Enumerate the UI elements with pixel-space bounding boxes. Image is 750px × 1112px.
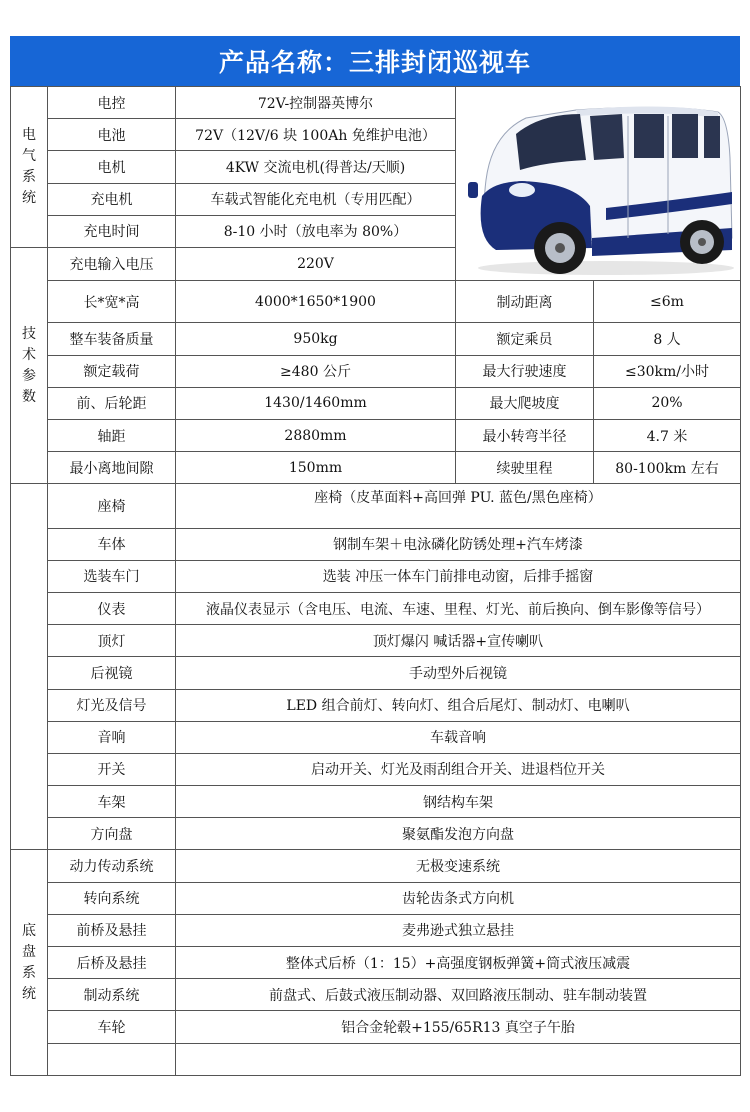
spec-value: 液晶仪表显示（含电压、电流、车速、里程、灯光、前后换向、倒车影像等信号） [176, 592, 741, 624]
spec-value: 4000*1650*1900 [176, 281, 456, 323]
spec-value: 手动型外后视镜 [176, 657, 741, 689]
table-row [11, 323, 741, 355]
spec-label: 充电时间 [48, 215, 176, 247]
spec-label: 最小转弯半径 [456, 419, 594, 451]
table-row [11, 281, 741, 323]
table-row [11, 87, 741, 119]
spec-value: 齿轮齿条式方向机 [176, 882, 741, 914]
spec-label: 车架 [48, 786, 176, 818]
spec-label: 额定乘员 [456, 323, 594, 355]
spec-value: 4.7 米 [594, 419, 741, 451]
spec-value: ≤30km/小时 [594, 355, 741, 387]
spec-label: 车轮 [48, 1011, 176, 1043]
spec-value: ≤6m [594, 281, 741, 323]
spec-label: 选装车门 [48, 560, 176, 592]
table-row [11, 882, 741, 914]
spec-value: 无极变速系统 [176, 850, 741, 882]
table-row [11, 721, 741, 753]
spec-value: 2880mm [176, 419, 456, 451]
spec-label: 长*宽*高 [48, 281, 176, 323]
spec-label: 充电机 [48, 183, 176, 215]
spec-label: 仪表 [48, 592, 176, 624]
page-title: 产品名称：三排封闭巡视车 [10, 36, 740, 86]
spec-value: 8 人 [594, 323, 741, 355]
spec-value: 座椅（皮革面料+高回弹 PU. 蓝色/黑色座椅） [176, 484, 741, 528]
spec-value: 聚氨酯发泡方向盘 [176, 818, 741, 850]
table-row [11, 387, 741, 419]
spec-value: 铝合金轮毂+155/65R13 真空子午胎 [176, 1011, 741, 1043]
spec-label: 电控 [48, 87, 176, 119]
table-row [11, 452, 741, 484]
table-row [11, 753, 741, 785]
spec-label: 方向盘 [48, 818, 176, 850]
spec-label: 电机 [48, 151, 176, 183]
spec-label: 轴距 [48, 419, 176, 451]
spec-label: 音响 [48, 721, 176, 753]
vehicle-image [456, 87, 741, 281]
spec-label: 制动距离 [456, 281, 594, 323]
table-row [11, 560, 741, 592]
spec-value: 启动开关、灯光及雨刮组合开关、进退档位开关 [176, 753, 741, 785]
table-row [11, 1011, 741, 1043]
spec-label: 制动系统 [48, 979, 176, 1011]
table-row [11, 528, 741, 560]
spec-label: 整车装备质量 [48, 323, 176, 355]
spec-value: 车载式智能化充电机（专用匹配） [176, 183, 456, 215]
table-row [11, 592, 741, 624]
table-row [11, 818, 741, 850]
spec-value: 4KW 交流电机(得普达/天顺) [176, 151, 456, 183]
spec-label: 前、后轮距 [48, 387, 176, 419]
table-row [11, 689, 741, 721]
table-row [11, 979, 741, 1011]
table-row [11, 947, 741, 979]
group-label-tech: 技术参数 [11, 247, 48, 483]
spec-label: 电池 [48, 119, 176, 151]
group-label-chassis: 底盘系统 [11, 850, 48, 1076]
spec-label: 最大爬坡度 [456, 387, 594, 419]
spec-label: 充电输入电压 [48, 247, 176, 280]
spec-value: 麦弗逊式独立悬挂 [176, 914, 741, 946]
table-row [11, 850, 741, 882]
group-label-electric: 电气系统 [11, 87, 48, 248]
spec-label: 转向系统 [48, 882, 176, 914]
empty-cell [176, 1043, 741, 1075]
spec-value: 20% [594, 387, 741, 419]
table-row [11, 419, 741, 451]
spec-value: 150mm [176, 452, 456, 484]
table-row [11, 786, 741, 818]
spec-value: 钢制车架＋电泳磷化防锈处理+汽车烤漆 [176, 528, 741, 560]
spec-value: ≥480 公斤 [176, 355, 456, 387]
spec-value: 选装 冲压一体车门前排电动窗，后排手摇窗 [176, 560, 741, 592]
table-row [11, 484, 741, 528]
group-label-body [11, 484, 48, 850]
spec-label: 灯光及信号 [48, 689, 176, 721]
spec-label: 额定载荷 [48, 355, 176, 387]
spec-label: 车体 [48, 528, 176, 560]
spec-label: 前桥及悬挂 [48, 914, 176, 946]
spec-value: 80-100km 左右 [594, 452, 741, 484]
table-row [11, 914, 741, 946]
spec-value: 72V（12V/6 块 100Ah 免维护电池） [176, 119, 456, 151]
spec-label: 后视镜 [48, 657, 176, 689]
spec-value: 950kg [176, 323, 456, 355]
spec-label: 座椅 [48, 484, 176, 528]
spec-label: 后桥及悬挂 [48, 947, 176, 979]
spec-label: 最大行驶速度 [456, 355, 594, 387]
spec-value: 顶灯爆闪 喊话器+宣传喇叭 [176, 625, 741, 657]
spec-value: 8-10 小时（放电率为 80%） [176, 215, 456, 247]
spec-label: 动力传动系统 [48, 850, 176, 882]
table-row-empty [11, 1043, 741, 1075]
spec-value: 72V-控制器英博尔 [176, 87, 456, 119]
spec-value: LED 组合前灯、转向灯、组合后尾灯、制动灯、电喇叭 [176, 689, 741, 721]
table-row [11, 657, 741, 689]
spec-table [10, 86, 741, 1076]
patrol-car-illustration [456, 88, 740, 280]
spec-label: 开关 [48, 753, 176, 785]
spec-value: 220V [176, 247, 456, 280]
spec-value: 整体式后桥（1：15）+高强度钢板弹簧+筒式液压减震 [176, 947, 741, 979]
spec-value: 1430/1460mm [176, 387, 456, 419]
spec-value: 前盘式、后鼓式液压制动器、双回路液压制动、驻车制动装置 [176, 979, 741, 1011]
spec-value: 钢结构车架 [176, 786, 741, 818]
spec-label: 续驶里程 [456, 452, 594, 484]
spec-label: 最小离地间隙 [48, 452, 176, 484]
empty-cell [48, 1043, 176, 1075]
spec-label: 顶灯 [48, 625, 176, 657]
table-row [11, 625, 741, 657]
spec-value: 车载音响 [176, 721, 741, 753]
table-row [11, 355, 741, 387]
